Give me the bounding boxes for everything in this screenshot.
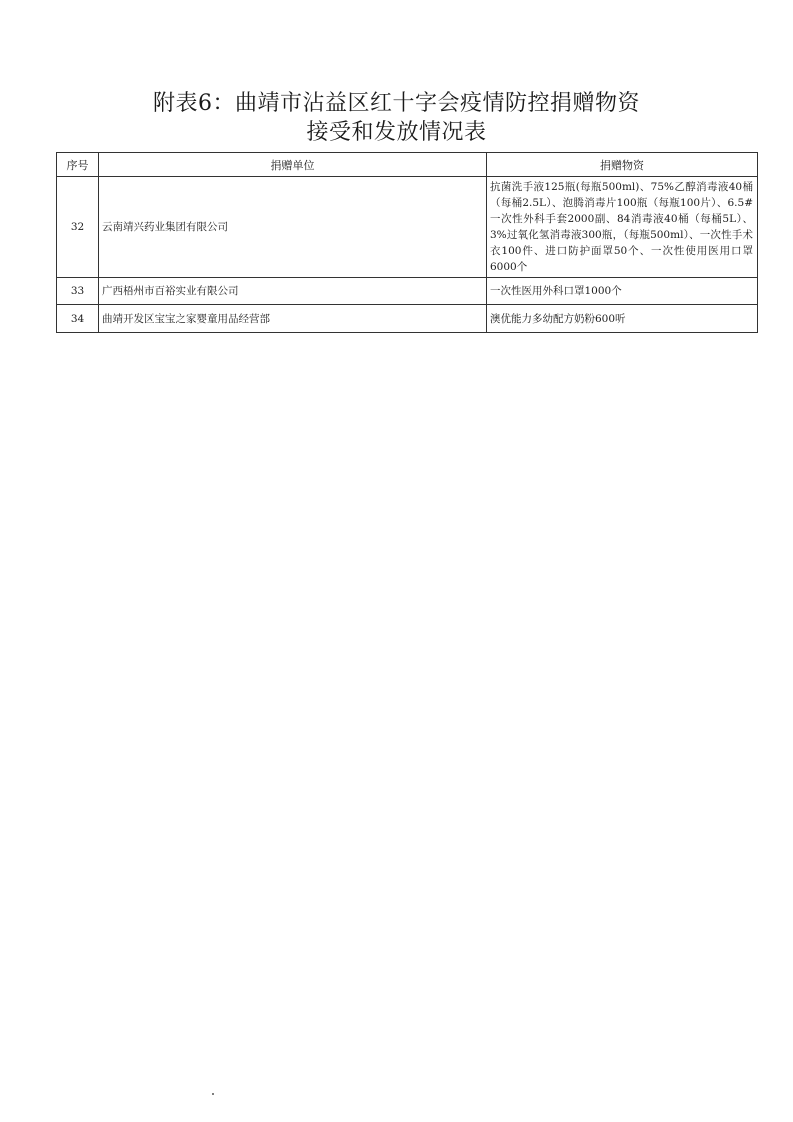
donor-unit: 曲靖开发区宝宝之家婴童用品经营部 — [99, 305, 487, 333]
donation-table — [56, 152, 758, 333]
page-subtitle: 接受和发放情况表 — [306, 120, 487, 145]
scan-speck — [212, 1093, 214, 1095]
table-row — [57, 305, 758, 333]
row-number: 33 — [57, 278, 99, 305]
table-row — [57, 278, 758, 305]
table-row — [57, 177, 758, 278]
header-items: 捐赠物资 — [487, 153, 758, 177]
row-number: 32 — [57, 177, 99, 278]
donated-items: 一次性医用外科口罩1000个 — [487, 278, 758, 305]
donor-unit: 云南靖兴药业集团有限公司 — [99, 177, 487, 278]
donated-items: 澳优能力多幼配方奶粉600听 — [487, 305, 758, 333]
row-number: 34 — [57, 305, 99, 333]
header-unit: 捐赠单位 — [99, 153, 487, 177]
donor-unit: 广西梧州市百裕实业有限公司 — [99, 278, 487, 305]
table-header-row — [57, 153, 758, 177]
header-no: 序号 — [57, 153, 99, 177]
donated-items: 抗菌洗手液125瓶(每瓶500ml)、75%乙醇消毒液40桶（每桶2.5L）、泡腾消毒片100瓶（每瓶100片）、6.5#一次性外科手套2000副、84消毒液40桶（每桶5L）、3%过氧化氢消毒液300瓶，（每瓶500ml）、一次性手术衣100件、进口防护面罩50个、一次性使用医用口罩6000个 — [487, 177, 758, 278]
page-title: 附表6：曲靖市沾益区红十字会疫情防控捐赠物资 — [153, 91, 640, 116]
